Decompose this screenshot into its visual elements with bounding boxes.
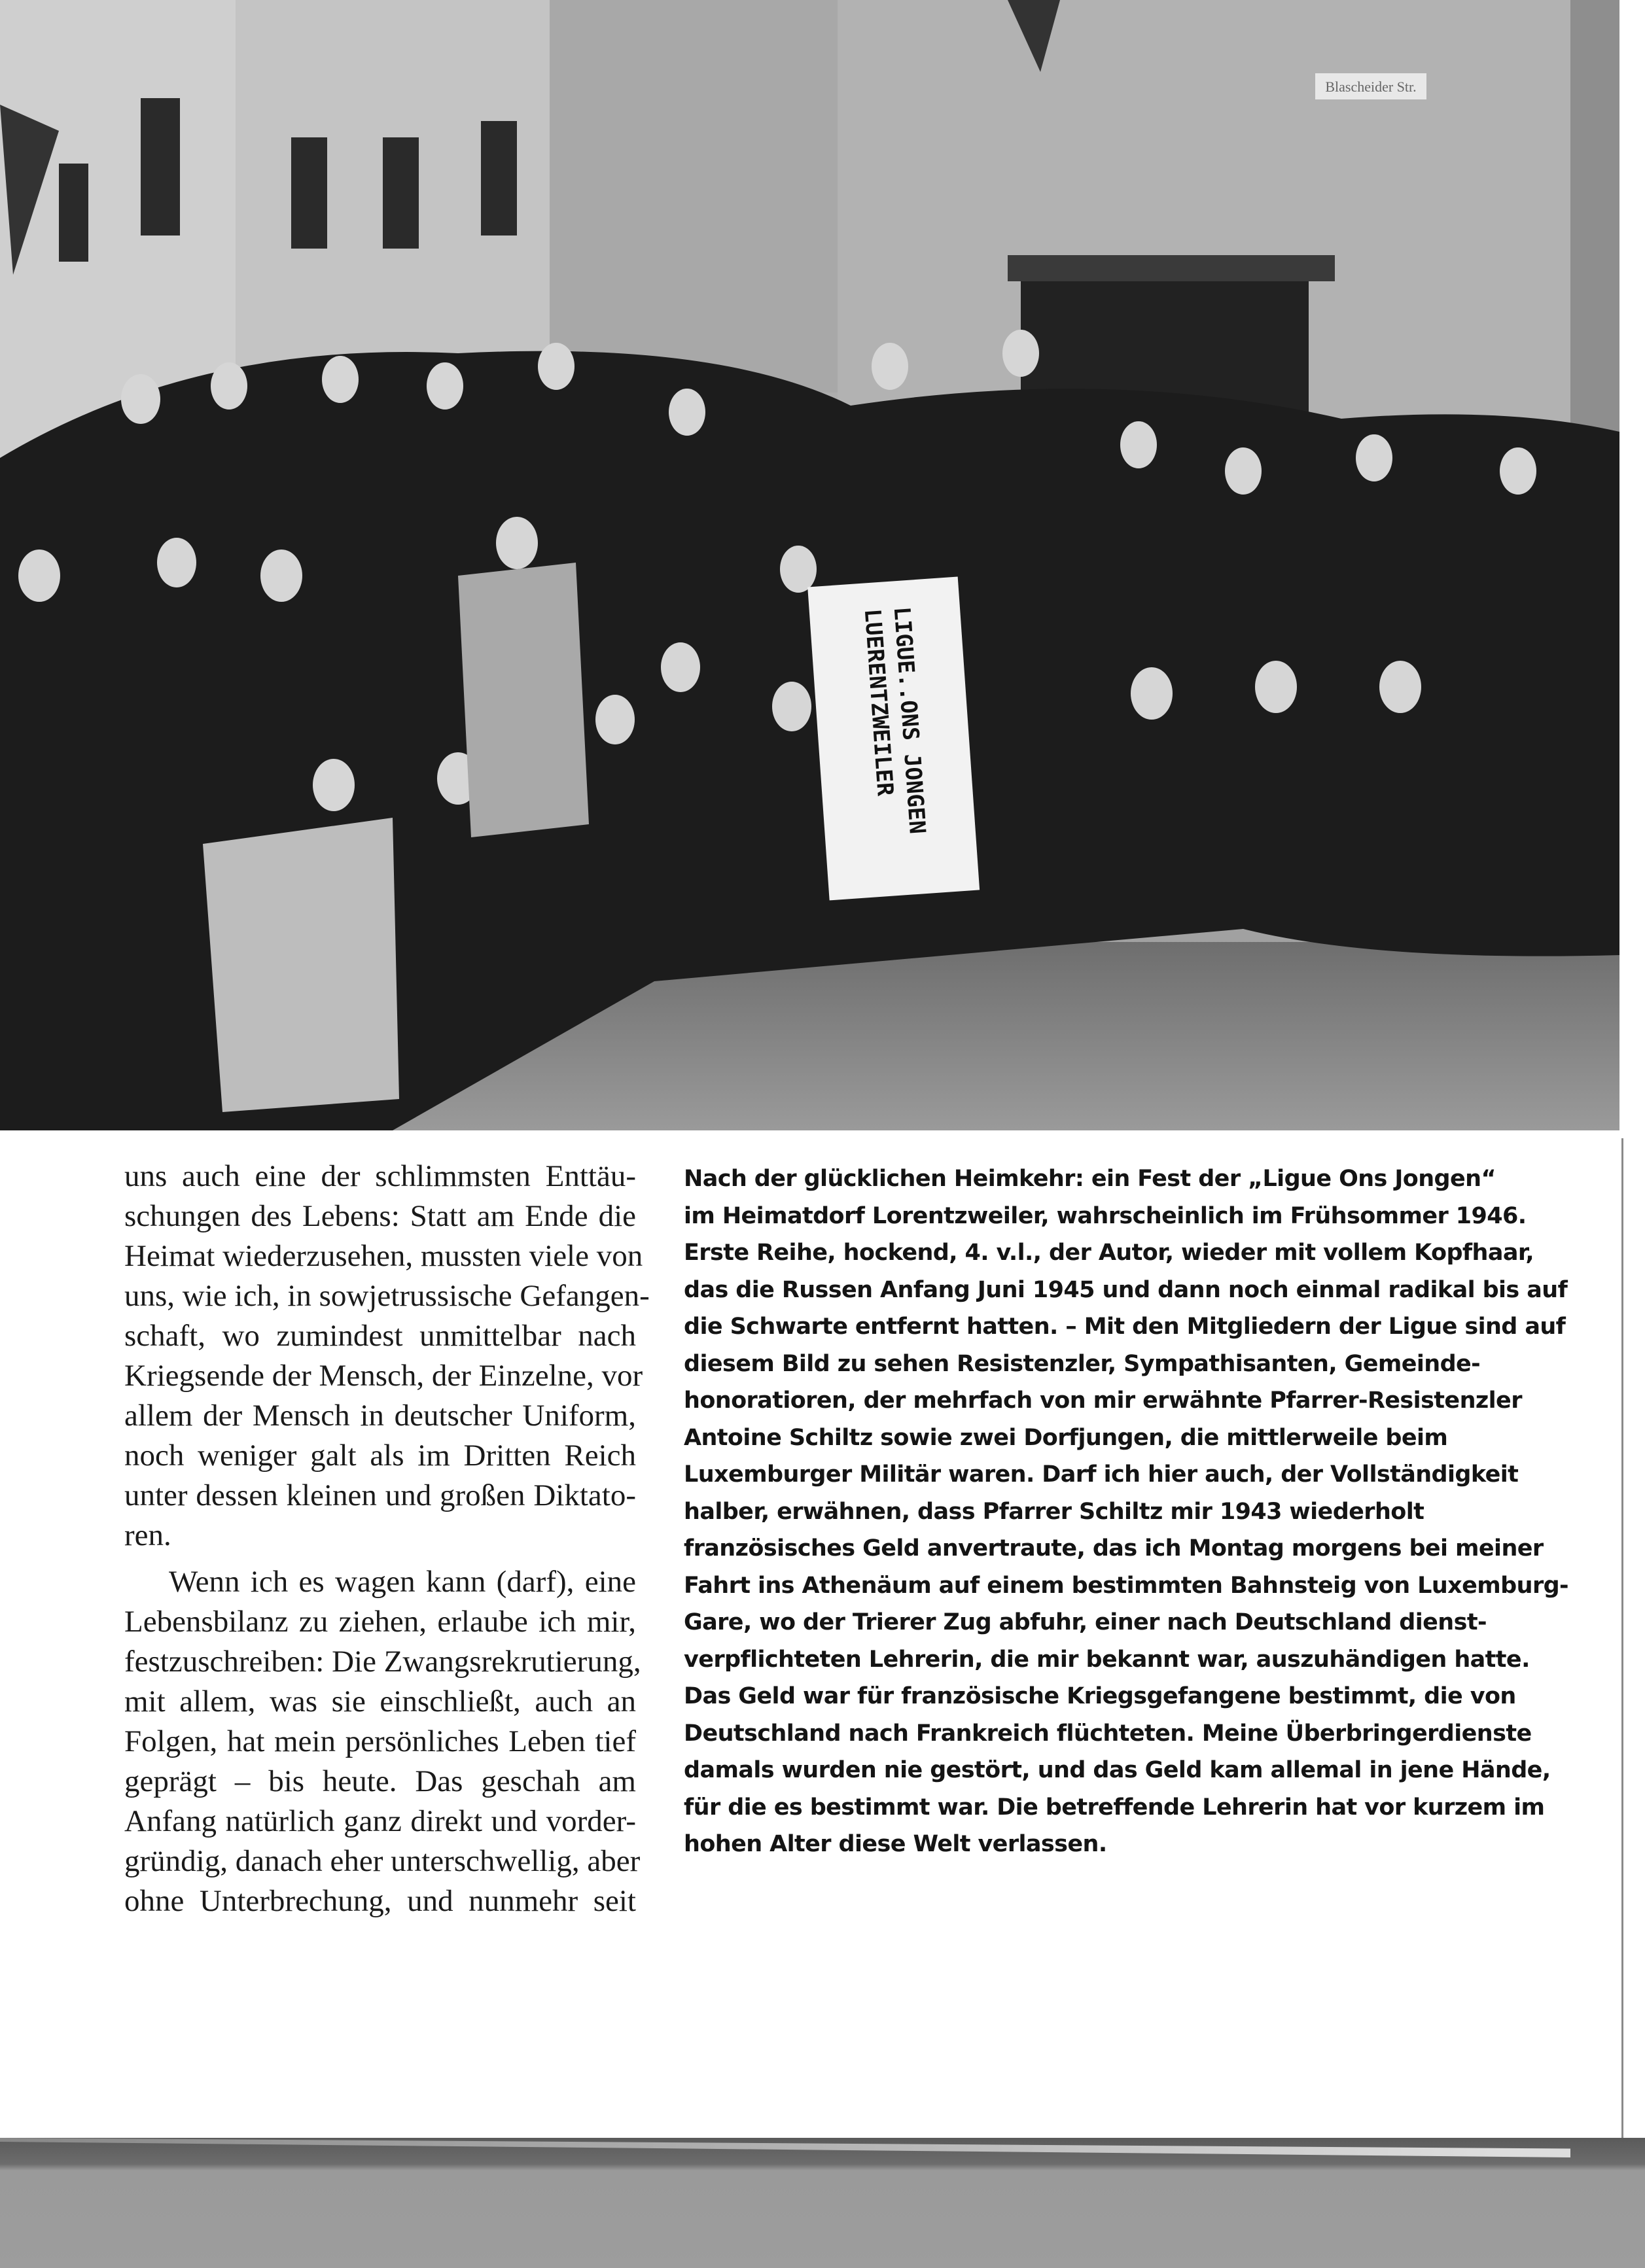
- text-line: Anfang natürlich ganz direkt und vorder-: [124, 1804, 636, 1838]
- caption-line: Das Geld war für französische Kriegsgefangene bestimmt, die von: [684, 1683, 1516, 1709]
- caption-line: hohen Alter diese Welt verlassen.: [684, 1831, 1107, 1857]
- caption-line: im Heimatdorf Lorentzweiler, wahrscheinlich im Frühsommer 1946.: [684, 1202, 1527, 1229]
- historical-group-photo: [0, 0, 1619, 1130]
- text-line: mit allem, was sie einschließt, auch an: [124, 1684, 636, 1718]
- text-line: ohne Unterbrechung, und nunmehr seit: [124, 1884, 636, 1918]
- banner-text-line1: LIGUE..ONS JONGEN: [888, 606, 930, 835]
- caption-line: verpflichteten Lehrerin, die mir bekannt war, auszuhändigen hatte.: [684, 1646, 1530, 1673]
- banner: [807, 576, 980, 900]
- scanner-bed-edge: [0, 2138, 1645, 2268]
- banner-text-line2: LUERENTZWEILER: [858, 608, 898, 797]
- text-line: Lebensbilanz zu ziehen, erlaube ich mir,: [124, 1605, 636, 1639]
- caption-line: honoratioren, der mehrfach von mir erwähnte Pfarrer-Resistenzler: [684, 1387, 1522, 1414]
- body-text-column: [124, 1157, 650, 1921]
- page-edge-right: [1621, 1138, 1623, 2139]
- text-line: geprägt – bis heute. Das geschah am: [124, 1764, 636, 1798]
- caption-line: Nach der glücklichen Heimkehr: ein Fest der „Ligue Ons Jongen“: [684, 1166, 1496, 1192]
- caption-line: französisches Geld anvertraute, das ich Montag morgens bei meiner: [684, 1535, 1544, 1561]
- text-line: ren.: [124, 1518, 171, 1552]
- caption-line: Deutschland nach Frankreich flüchteten. Meine Überbringerdienste: [684, 1720, 1532, 1747]
- caption-line: für die es bestimmt war. Die betreffende Lehrerin hat vor kurzem im: [684, 1794, 1545, 1821]
- text-line: Folgen, hat mein persönliches Leben tief: [124, 1724, 636, 1758]
- caption-line: die Schwarte entfernt hatten. – Mit den Mitgliedern der Ligue sind auf: [684, 1314, 1566, 1340]
- text-line: Wenn ich es wagen kann (darf), eine: [169, 1565, 636, 1599]
- caption-line: diesem Bild zu sehen Resistenzler, Sympathisanten, Gemeinde-: [684, 1350, 1481, 1377]
- paragraph-2: [124, 1562, 641, 1921]
- caption-line: das die Russen Anfang Juni 1945 und dann noch einmal radikal bis auf: [684, 1276, 1568, 1303]
- photo-caption: [684, 1160, 1568, 1863]
- caption-line: Antoine Schiltz sowie zwei Dorfjungen, die mittlerweile beim: [684, 1424, 1448, 1451]
- text-line: schaft, wo zumindest unmittelbar nach: [124, 1319, 636, 1353]
- caption-line: Fahrt ins Athenäum auf einem bestimmten Bahnsteig von Luxemburg-: [684, 1572, 1568, 1599]
- text-line: allem der Mensch in deutscher Uniform,: [124, 1399, 636, 1433]
- text-line: gründig, danach eher unterschwellig, aber: [124, 1844, 641, 1878]
- text-line: uns, wie ich, in sowjetrussische Gefangen-: [124, 1279, 650, 1313]
- street-sign: Blascheider Str.: [1325, 79, 1417, 95]
- text-line: Kriegsende der Mensch, der Einzelne, vor: [124, 1359, 643, 1393]
- text-line: uns auch eine der schlimmsten Enttäu-: [124, 1159, 636, 1193]
- caption-line: halber, erwähnen, dass Pfarrer Schiltz mir 1943 wiederholt: [684, 1498, 1424, 1525]
- caption-line: damals wurden nie gestört, und das Geld kam allemal in jene Hände,: [684, 1757, 1551, 1783]
- text-line: Heimat wiederzusehen, mussten viele von: [124, 1239, 643, 1273]
- text-line: schungen des Lebens: Statt am Ende die: [124, 1199, 636, 1233]
- paragraph-1: [124, 1157, 650, 1556]
- caption-line: Erste Reihe, hockend, 4. v.l., der Autor, wieder mit vollem Kopfhaar,: [684, 1240, 1534, 1266]
- text-line: noch weniger galt als im Dritten Reich: [124, 1439, 636, 1473]
- caption-line: Luxemburger Militär waren. Darf ich hier auch, der Vollständigkeit: [684, 1461, 1519, 1488]
- text-line: unter dessen kleinen und großen Diktato-: [124, 1478, 636, 1512]
- caption-line: Gare, wo der Trierer Zug abfuhr, einer nach Deutschland dienst-: [684, 1609, 1487, 1635]
- text-line: festzuschreiben: Die Zwangsrekrutierung,: [124, 1645, 641, 1679]
